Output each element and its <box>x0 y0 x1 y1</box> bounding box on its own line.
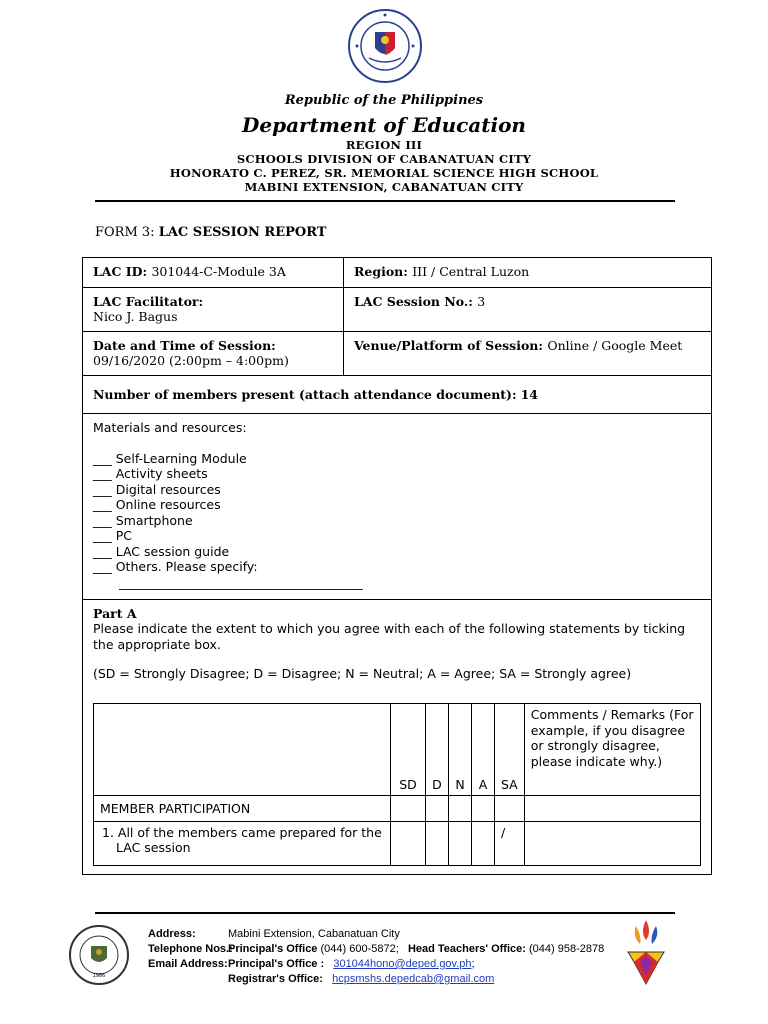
materials-title: Materials and resources: <box>93 420 247 435</box>
material-item: ___ Online resources <box>93 497 221 512</box>
statement-item: 1. All of the members came prepared for the LAC session <box>94 822 391 866</box>
material-item: ___ Self-Learning Module <box>93 450 247 466</box>
rating-cell[interactable] <box>495 796 525 822</box>
division-heading: SCHOOLS DIVISION OF CABANATUAN CITY <box>236 152 532 166</box>
rating-cell[interactable] <box>472 796 495 822</box>
lac-id-cell: LAC ID: 301044-C-Module 3A <box>83 258 344 288</box>
rating-cell[interactable] <box>449 822 472 866</box>
rating-cell[interactable] <box>391 796 426 822</box>
address-heading: MABINI EXTENSION, CABANATUAN CITY <box>244 180 524 194</box>
material-item: ___ PC <box>93 528 132 543</box>
school-emblem-logo <box>622 918 670 988</box>
statement-header-cell <box>94 704 391 796</box>
address-value: Mabini Extension, Cabanatuan City <box>228 928 400 940</box>
region-heading: REGION III <box>345 138 423 152</box>
rating-header-sa: SA <box>495 704 525 796</box>
material-item: ___ Activity sheets <box>93 466 208 481</box>
venue-cell: Venue/Platform of Session: Online / Google Meet <box>344 332 712 376</box>
material-item: ___ Others. Please specify: <box>93 559 258 574</box>
part-a-legend: (SD = Strongly Disagree; D = Disagree; N = Neutral; A = Agree; SA = Strongly agree) <box>93 666 632 681</box>
footer-values: Mabini Extension, Cabanatuan City Principal's Office (044) 600-5872; Head Teachers' Office: (044) 958-2878 Principal's Office : 301044hono@deped.gov.ph; Registrar's Office: hcpsmshs.depedcab@gmail.com <box>228 927 628 987</box>
session-no-cell: LAC Session No.: 3 <box>344 288 712 332</box>
materials-cell <box>83 414 712 600</box>
school-seal-logo <box>68 924 130 986</box>
comments-cell[interactable] <box>524 796 700 822</box>
datetime-cell: Date and Time of Session: 09/16/2020 (2:00pm – 4:00pm) <box>83 332 344 376</box>
lac-session-table <box>82 257 712 875</box>
part-a-title: Part A <box>93 606 137 621</box>
region-cell: Region: III / Central Luzon <box>344 258 712 288</box>
members-cell: Number of members present (attach attendance document): 14 <box>83 376 712 414</box>
school-heading: HONORATO C. PEREZ, SR. MEMORIAL SCIENCE HIGH SCHOOL <box>169 166 599 180</box>
rating-cell[interactable] <box>449 796 472 822</box>
republic-heading: Republic of the Philippines <box>284 93 484 108</box>
principal-email-label: Principal's Office : <box>228 958 325 970</box>
comments-header: Comments / Remarks (For example, if you disagree or strongly disagree, please indicate why.) <box>524 704 700 796</box>
rating-cell[interactable] <box>472 822 495 866</box>
rating-cell-sa-checked[interactable]: / <box>495 822 525 866</box>
material-item: ___ Smartphone <box>93 512 193 528</box>
facilitator-cell: LAC Facilitator: Nico J. Bagus <box>83 288 344 332</box>
department-heading: Department of Education <box>242 113 526 137</box>
part-a-instruction: Please indicate the extent to which you agree with each of the following statements by ticking the appropriate box. <box>93 621 686 652</box>
head-teachers-phone: (044) 958-2878 <box>525 943 605 955</box>
registrar-email-link[interactable]: hcpsmshs.depedcab@gmail.com <box>332 973 495 985</box>
registrar-label: Registrar's Office: <box>228 973 323 985</box>
deped-seal-logo <box>347 8 423 84</box>
footer-labels <box>148 927 233 972</box>
form-title: FORM 3: LAC SESSION REPORT <box>95 225 327 240</box>
rating-header-a: A <box>472 704 495 796</box>
part-a-cell <box>83 600 712 875</box>
principal-office-label: Principal's Office <box>228 943 318 955</box>
material-item: ___ LAC session guide <box>93 543 230 559</box>
section-title: MEMBER PARTICIPATION <box>94 796 391 822</box>
header-divider <box>95 200 675 202</box>
telephone-label: Telephone Nos.: <box>148 943 233 955</box>
head-teachers-label: Head Teachers' Office: <box>407 943 526 955</box>
rating-header-n: N <box>449 704 472 796</box>
comments-cell[interactable] <box>524 822 700 866</box>
rating-header-sd: SD <box>391 704 426 796</box>
rating-cell[interactable] <box>426 822 449 866</box>
rating-cell[interactable] <box>426 796 449 822</box>
email-label: Email Address: <box>148 958 228 970</box>
rating-header-d: D <box>426 704 449 796</box>
address-label: Address: <box>148 928 196 940</box>
rating-cell[interactable] <box>391 822 426 866</box>
rating-table <box>93 703 701 866</box>
specify-line: _______________________________________ <box>119 574 363 590</box>
seal-year: 1986 <box>92 973 106 979</box>
principal-phone: (044) 600-5872; <box>317 943 399 955</box>
material-item: ___ Digital resources <box>93 481 221 497</box>
footer-divider <box>95 912 675 914</box>
principal-email-link[interactable]: 301044hono@deped.gov.ph <box>333 958 472 970</box>
